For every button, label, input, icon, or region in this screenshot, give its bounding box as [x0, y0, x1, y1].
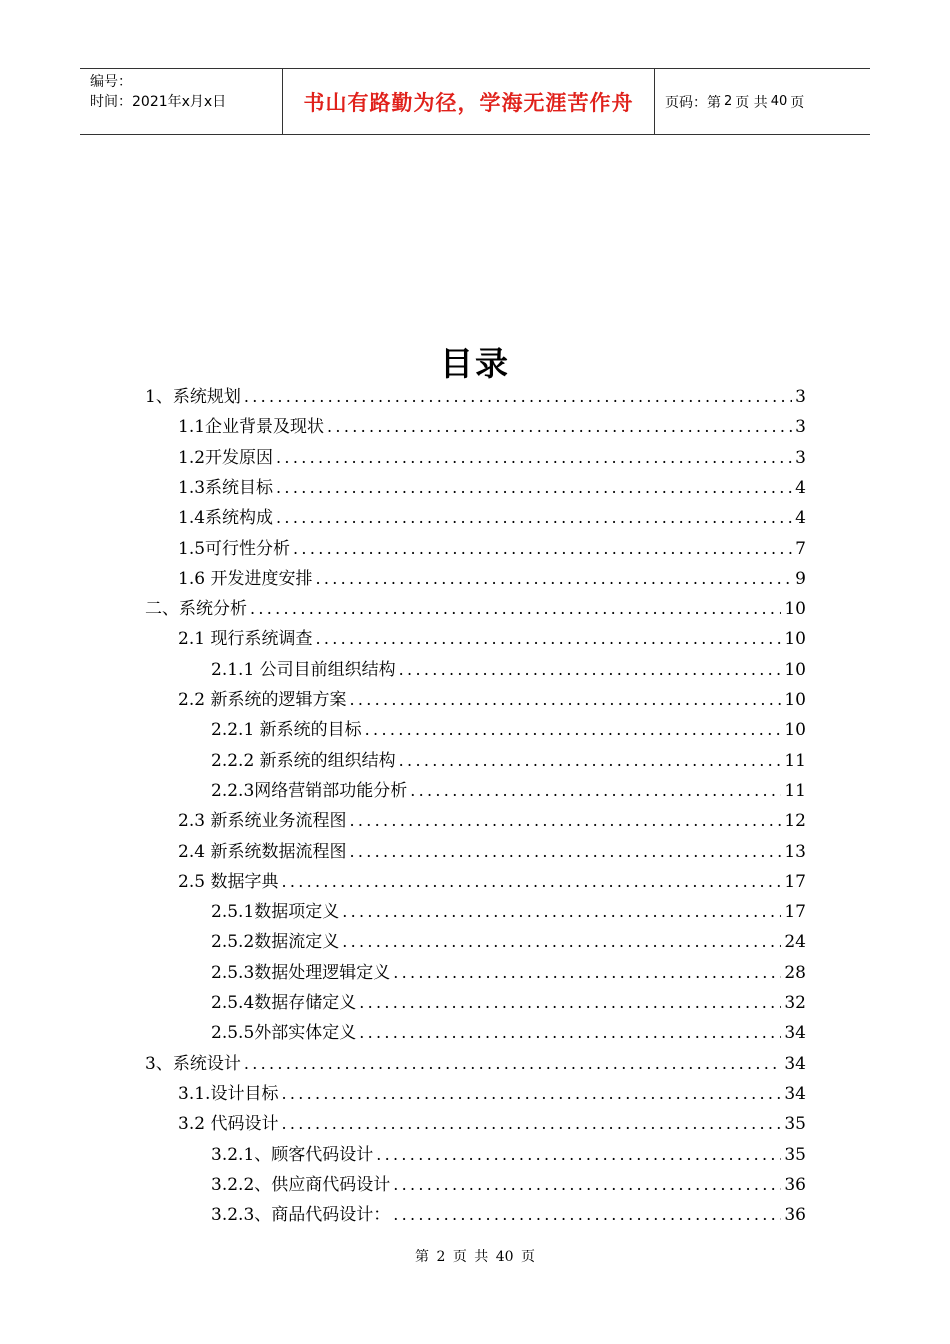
toc-leader-dots: [399, 746, 782, 776]
toc-entry-label: 2.3 新系统业务流程图: [178, 811, 347, 831]
toc-entry-page: 34: [784, 1023, 806, 1043]
header-page-current: 2: [724, 94, 733, 109]
toc-entry-label: 2.5.5外部实体定义: [211, 1023, 357, 1043]
toc-entry-page: 10: [784, 629, 806, 649]
toc-leader-dots: [399, 655, 782, 685]
toc-leader-dots: [276, 503, 792, 533]
toc-entry[interactable]: [211, 746, 806, 776]
toc-entry[interactable]: [178, 443, 806, 473]
toc-entry-page: 35: [784, 1145, 806, 1165]
toc-leader-dots: [393, 1200, 781, 1230]
toc-entry-page: 12: [784, 811, 806, 831]
footer-mid: 页 共: [452, 1249, 489, 1265]
toc-entry-page: 10: [784, 599, 806, 619]
header-page-suffix: 页: [790, 94, 805, 111]
toc-entry[interactable]: [211, 897, 806, 927]
toc-entry[interactable]: [178, 867, 806, 897]
header-page-info: [655, 69, 870, 134]
toc-leader-dots: [349, 837, 781, 867]
toc-entry-label: 1.4系统构成: [178, 508, 274, 528]
toc-leader-dots: [281, 1079, 781, 1109]
toc-entry[interactable]: [178, 412, 806, 442]
toc-entry-label: 3、系统设计: [145, 1054, 241, 1074]
toc-entry-label: 二、系统分析: [145, 599, 247, 619]
toc-entry-page: 7: [795, 539, 806, 559]
toc-entry-label: 1.6 开发进度安排: [178, 569, 313, 589]
toc-entry-page: 4: [795, 508, 806, 528]
toc-entry-page: 34: [784, 1054, 806, 1074]
toc-leader-dots: [244, 1049, 782, 1079]
toc-entry[interactable]: [211, 1140, 806, 1170]
toc-entry[interactable]: [211, 1170, 806, 1200]
toc-entry-page: 11: [784, 751, 806, 771]
toc-leader-dots: [349, 806, 781, 836]
toc-entry-label: 3.2.3、商品代码设计：: [211, 1205, 391, 1225]
toc-entry-page: 36: [784, 1205, 806, 1225]
toc-leader-dots: [365, 715, 782, 745]
toc-entry-label: 2.4 新系统数据流程图: [178, 842, 347, 862]
toc-entry-page: 28: [784, 963, 806, 983]
toc-entry[interactable]: [145, 1049, 806, 1079]
footer-suffix: 页: [521, 1249, 535, 1265]
toc-entry-label: 3.2.1、顾客代码设计: [211, 1145, 374, 1165]
toc-entry-page: 24: [784, 932, 806, 952]
header-page-total: 40: [770, 94, 788, 109]
toc-entry[interactable]: [178, 806, 806, 836]
toc-entry-label: 1.3系统目标: [178, 478, 274, 498]
toc-entry[interactable]: [211, 715, 806, 745]
toc-entry-label: 1.2开发原因: [178, 448, 274, 468]
toc-leader-dots: [393, 958, 781, 988]
toc-entry-label: 1.1企业背景及现状: [178, 417, 325, 437]
toc-entry-label: 2.2.1 新系统的目标: [211, 720, 362, 740]
toc-entry[interactable]: [145, 594, 806, 624]
header-motto: 书山有路勤为径，学海无涯苦作舟: [282, 69, 655, 134]
toc-leader-dots: [393, 1170, 781, 1200]
toc-entry[interactable]: [211, 1018, 806, 1048]
toc-title: 目录: [440, 344, 510, 383]
toc-entry[interactable]: [178, 564, 806, 594]
page-footer: [0, 1246, 950, 1266]
toc-entry-page: 17: [784, 872, 806, 892]
toc-leader-dots: [250, 594, 781, 624]
toc-entry-label: 1.5可行性分析: [178, 539, 291, 559]
toc-entry-page: 10: [784, 690, 806, 710]
toc-entry-page: 3: [795, 417, 806, 437]
toc-leader-dots: [376, 1140, 781, 1170]
toc-leader-dots: [349, 685, 781, 715]
toc-entry[interactable]: [211, 776, 806, 806]
header-number-label: 编号：: [90, 74, 132, 90]
footer-prefix: 第: [414, 1249, 429, 1265]
toc-entry-page: 9: [795, 569, 806, 589]
toc-entry-label: 2.5.1数据项定义: [211, 902, 340, 922]
toc-entry-page: 3: [795, 448, 806, 468]
toc-entry-label: 2.2 新系统的逻辑方案: [178, 690, 347, 710]
toc-entry[interactable]: [211, 988, 806, 1018]
toc-entry[interactable]: [178, 473, 806, 503]
toc-entry-page: 3: [795, 387, 806, 407]
toc-leader-dots: [410, 776, 781, 806]
toc-entry-page: 32: [784, 993, 806, 1013]
toc-leader-dots: [342, 897, 781, 927]
toc-entry[interactable]: [178, 685, 806, 715]
toc-entry-label: 2.1 现行系统调查: [178, 629, 313, 649]
toc-entry-label: 1、系统规划: [145, 387, 241, 407]
toc-entry-label: 2.5.4数据存储定义: [211, 993, 357, 1013]
toc-entry-page: 13: [784, 842, 806, 862]
toc-entry-page: 11: [784, 781, 806, 801]
header-time-label: 时间：2021年x月x日: [90, 94, 227, 110]
toc-entry-label: 2.2.2 新系统的组织结构: [211, 751, 396, 771]
toc-leader-dots: [342, 927, 781, 957]
toc-entry[interactable]: [178, 1079, 806, 1109]
toc-entry[interactable]: [178, 534, 806, 564]
toc-leader-dots: [281, 1109, 781, 1139]
toc-entry-label: 3.2.2、供应商代码设计: [211, 1175, 391, 1195]
toc-leader-dots: [276, 473, 792, 503]
toc-entry[interactable]: [211, 1200, 806, 1230]
toc-entry-label: 3.1.设计目标: [178, 1084, 279, 1104]
header-page-mid: 页 共: [735, 94, 768, 111]
toc-entry[interactable]: [145, 382, 806, 412]
toc-leader-dots: [359, 1018, 781, 1048]
toc-entry-label: 3.2 代码设计: [178, 1114, 279, 1134]
toc-entry-page: 10: [784, 660, 806, 680]
toc-entry-page: 17: [784, 902, 806, 922]
toc-leader-dots: [281, 867, 781, 897]
toc-entry[interactable]: [178, 1109, 806, 1139]
toc-entry-page: 10: [784, 720, 806, 740]
page-header: [80, 68, 870, 135]
toc-entry[interactable]: [178, 837, 806, 867]
toc-entry-page: 35: [784, 1114, 806, 1134]
toc-entry-label: 2.1.1 公司目前组织结构: [211, 660, 396, 680]
toc-leader-dots: [293, 534, 792, 564]
toc-entry-page: 36: [784, 1175, 806, 1195]
toc-leader-dots: [244, 382, 792, 412]
toc-leader-dots: [276, 443, 792, 473]
header-page-prefix: 页码：第: [665, 94, 721, 111]
footer-current: 2: [436, 1249, 446, 1265]
toc-leader-dots: [315, 624, 781, 654]
toc-entry[interactable]: [178, 503, 806, 533]
toc-entry-label: 2.5 数据字典: [178, 872, 279, 892]
footer-total: 40: [495, 1249, 514, 1265]
toc-entry-label: 2.5.2数据流定义: [211, 932, 340, 952]
toc-entry-page: 34: [784, 1084, 806, 1104]
toc-entry[interactable]: [211, 655, 806, 685]
toc-leader-dots: [327, 412, 792, 442]
header-meta: [80, 69, 282, 134]
toc-entry-label: 2.5.3数据处理逻辑定义: [211, 963, 391, 983]
toc-entry[interactable]: [211, 927, 806, 957]
toc-entry-page: 4: [795, 478, 806, 498]
toc-leader-dots: [359, 988, 781, 1018]
toc-entry-label: 2.2.3网络营销部功能分析: [211, 781, 408, 801]
toc-entry[interactable]: [211, 958, 806, 988]
toc-leader-dots: [315, 564, 792, 594]
toc-entry[interactable]: [178, 624, 806, 654]
